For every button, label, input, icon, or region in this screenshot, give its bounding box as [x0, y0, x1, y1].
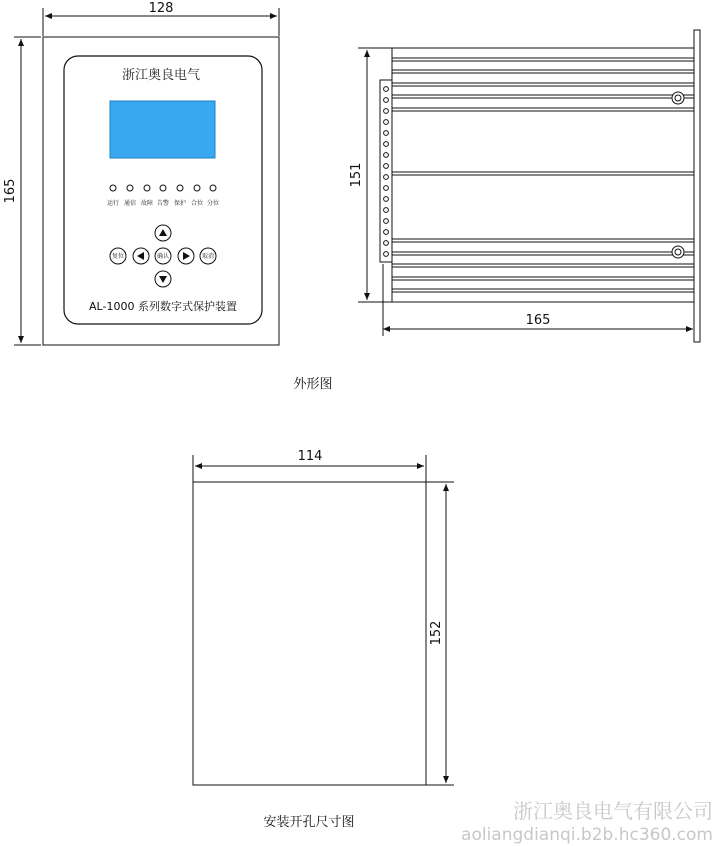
indicator-label-open: 分位: [206, 200, 220, 207]
cutout-height-dimension: [426, 482, 454, 785]
led-icon: [210, 185, 216, 191]
brand-label: 浙江奥良电气: [121, 68, 201, 83]
side-front-flange: [694, 30, 700, 342]
confirm-button[interactable]: [155, 248, 171, 264]
watermark-url: aoliangdianqi.b2b.hc360.com: [461, 825, 713, 845]
cancel-button-label: 取消: [201, 253, 215, 260]
cutout-rectangle: [193, 482, 426, 785]
watermark-company: 浙江奥良电气有限公司: [513, 799, 713, 823]
led-icon: [127, 185, 133, 191]
side-view: [349, 30, 700, 342]
front-width-label: 128: [148, 1, 174, 16]
led-icon: [144, 185, 150, 191]
front-view: [3, 1, 279, 345]
right-arrow-button[interactable]: [178, 248, 194, 264]
indicator-label-comm: 通信: [123, 200, 137, 207]
cutout-height-label: 152: [429, 620, 444, 646]
side-height-label: 151: [349, 162, 364, 188]
front-height-label: 165: [3, 178, 18, 204]
front-height-dimension: [3, 37, 41, 345]
side-depth-label: 165: [525, 313, 551, 328]
indicator-label-alarm: 告警: [156, 200, 170, 207]
indicator-label-run: 运行: [106, 200, 120, 207]
reset-button-label: 复位: [111, 253, 125, 260]
front-width-dimension: [43, 1, 279, 36]
led-icon: [194, 185, 200, 191]
led-icon: [177, 185, 183, 191]
indicator-label-fault: 故障: [140, 200, 154, 207]
lcd-screen: [110, 101, 215, 158]
screw-icon: [672, 246, 684, 258]
cancel-button[interactable]: [200, 248, 216, 264]
led-icon: [160, 185, 166, 191]
cutout-caption: 安装开孔尺寸图: [263, 815, 355, 830]
outline-caption: 外形图: [293, 377, 333, 392]
cutout-view: [193, 449, 454, 785]
cutout-width-dimension: [193, 449, 426, 482]
down-arrow-button[interactable]: [155, 271, 171, 287]
left-arrow-button[interactable]: [133, 248, 149, 264]
cutout-width-label: 114: [297, 449, 323, 464]
indicator-label-protect: 保护: [173, 200, 187, 207]
indicator-label-closed: 合位: [190, 200, 204, 207]
model-label: AL-1000 系列数字式保护装置: [89, 300, 237, 313]
led-icon: [110, 185, 116, 191]
up-arrow-button[interactable]: [155, 225, 171, 241]
screw-icon: [672, 92, 684, 104]
reset-button[interactable]: [110, 248, 126, 264]
confirm-button-label: 确认: [156, 253, 170, 260]
